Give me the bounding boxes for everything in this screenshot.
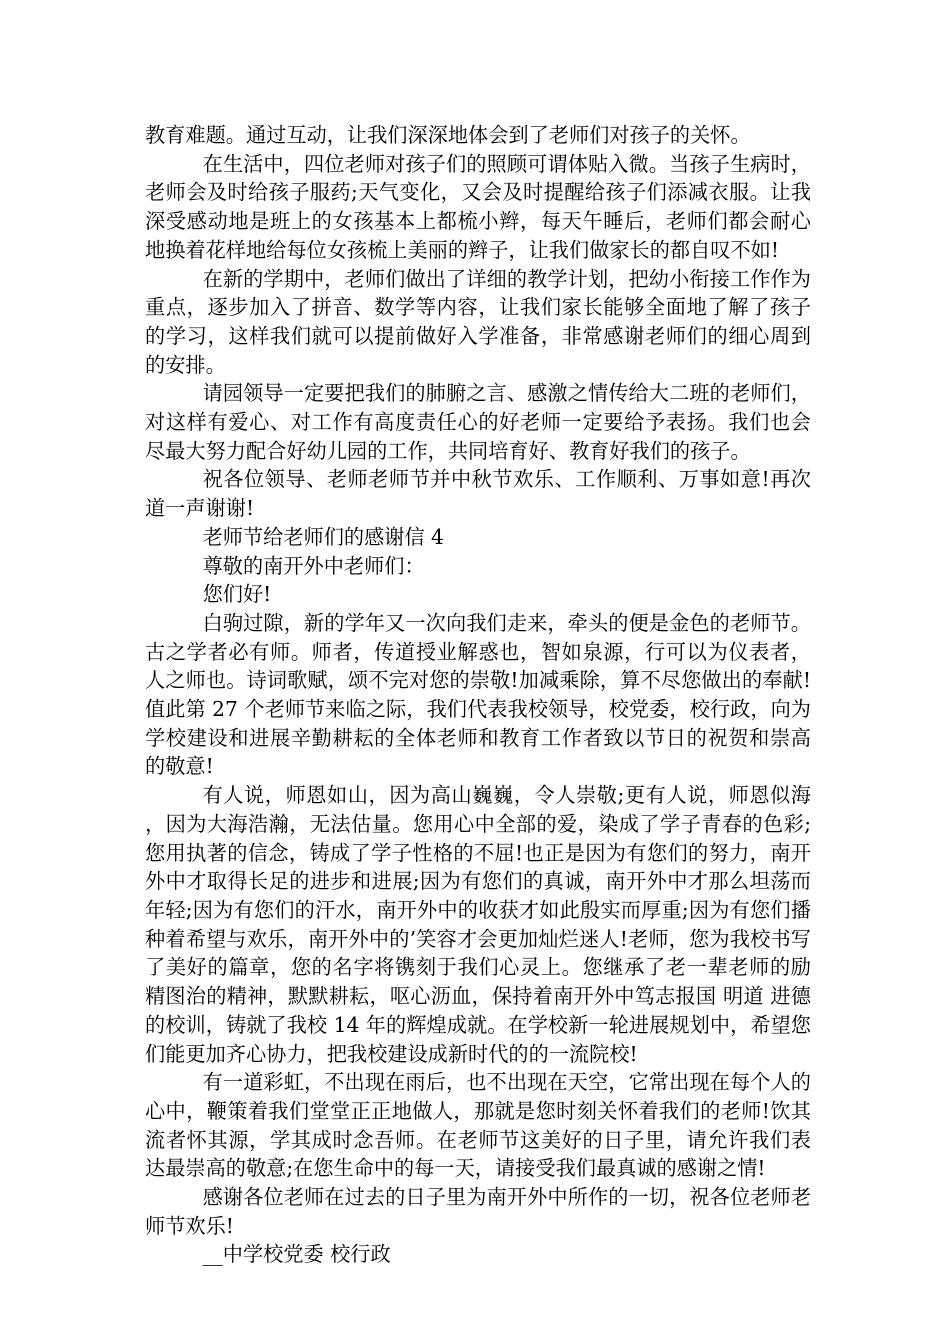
paragraph-festival-wishes: 祝各位领导、老师老师节并中秋节欢乐、工作顺利、万事如意!再次道一声谢谢!	[145, 467, 811, 521]
paragraph-rainbow: 有一道彩虹，不出现在雨后，也不出现在天空，它常出现在每个人的心中，鞭策着我们堂堂正正地做人，那就是您时刻关怀着我们的老师!饮其流者怀其源，学其成时念吾师。在老师节这美好的日子里，请允许我们表达最崇高的敬意;在您生命中的每一天，请接受我们最真诚的感谢之情!	[145, 1070, 811, 1181]
paragraph-continuation: 教育难题。通过互动，让我们深深地体会到了老师们对孩子的关怀。	[145, 123, 751, 147]
paragraph-request-to-leaders: 请园领导一定要把我们的肺腑之言、感激之情传给大二班的老师们，对这样有爱心、对工作有高度责任心的好老师一定要给予表扬。我们也会尽最大努力配合好幼儿园的工作，共同培育好、教育好我们的孩子。	[145, 381, 811, 463]
letter-heading: 老师节给老师们的感谢信 4	[202, 524, 444, 549]
greeting: 您们好!	[202, 582, 272, 607]
signature: __中学校党委 校行政	[202, 1242, 391, 1267]
paragraph-teaching-plan: 在新的学期中，老师们做出了详细的教学计划，把幼小衔接工作作为重点，逐步加入了拼音、数学等内容，让我们家长能够全面地了解了孩子的学习，这样我们就可以提前做好入学准备，非常感谢老师们的细心周到的安排。	[145, 266, 811, 377]
salutation: 尊敬的南开外中老师们：	[202, 553, 425, 578]
paragraph-closing-thanks: 感谢各位老师在过去的日子里为南开外中所作的一切，祝各位老师老师节欢乐!	[145, 1185, 811, 1238]
paragraph-teacher-care: 在生活中，四位老师对孩子们的照顾可谓体贴入微。当孩子生病时，老师会及时给孩子服药;天气变化，又会及时提醒给孩子们添减衣服。让我深受感动地是班上的女孩基本上都梳小辫，每天午睡后，老师们都会耐心地换着花样地给每位女孩梳上美丽的辫子，让我们做家长的都自叹不如!	[145, 151, 811, 262]
document-page	[145, 121, 811, 1269]
paragraph-teacher-kindness: 有人说，师恩如山，因为高山巍巍，令人崇敬;更有人说，师恩似海，因为大海浩瀚，无法估量。您用心中全部的爱，染成了学子青春的色彩;您用执著的信念，铸成了学子性格的不屈!也正是因为有您们的努力，南开外中才取得长足的进步和进展;因为有您们的真诚，南开外中才那么坦荡而年轻;因为有您们的汗水，南开外中的收获才如此殷实而厚重;因为有您们播种着希望与欢乐，南开外中的’笑容才会更加灿烂迷人!老师，您为我校书写了美好的篇章，您的名字将镌刻于我们心灵上。您继承了老一辈老师的励精图治的精神，默默耕耘，呕心沥血，保持着南开外中笃志报国 明道 进德 的校训，铸就了我校 14 年的辉煌成就。在学校新一轮进展规划中，希望您们能更加齐心协力，把我校建设成新时代的的一流院校!	[145, 783, 811, 1066]
paragraph-new-school-year: 白驹过隙，新的学年又一次向我们走来，牵头的便是金色的老师节。古之学者必有师。师者，传道授业解惑也，智如泉源，行可以为仪表者，人之师也。诗词歌赋，颂不完对您的崇敬!加减乘除，算不尽您做出的奉献!值此第 27 个老师节来临之际，我们代表我校领导，校党委，校行政，向为学校建设和进展辛勤耕耘的全体老师和教育工作者致以节日的祝贺和崇高的敬意!	[145, 610, 811, 779]
